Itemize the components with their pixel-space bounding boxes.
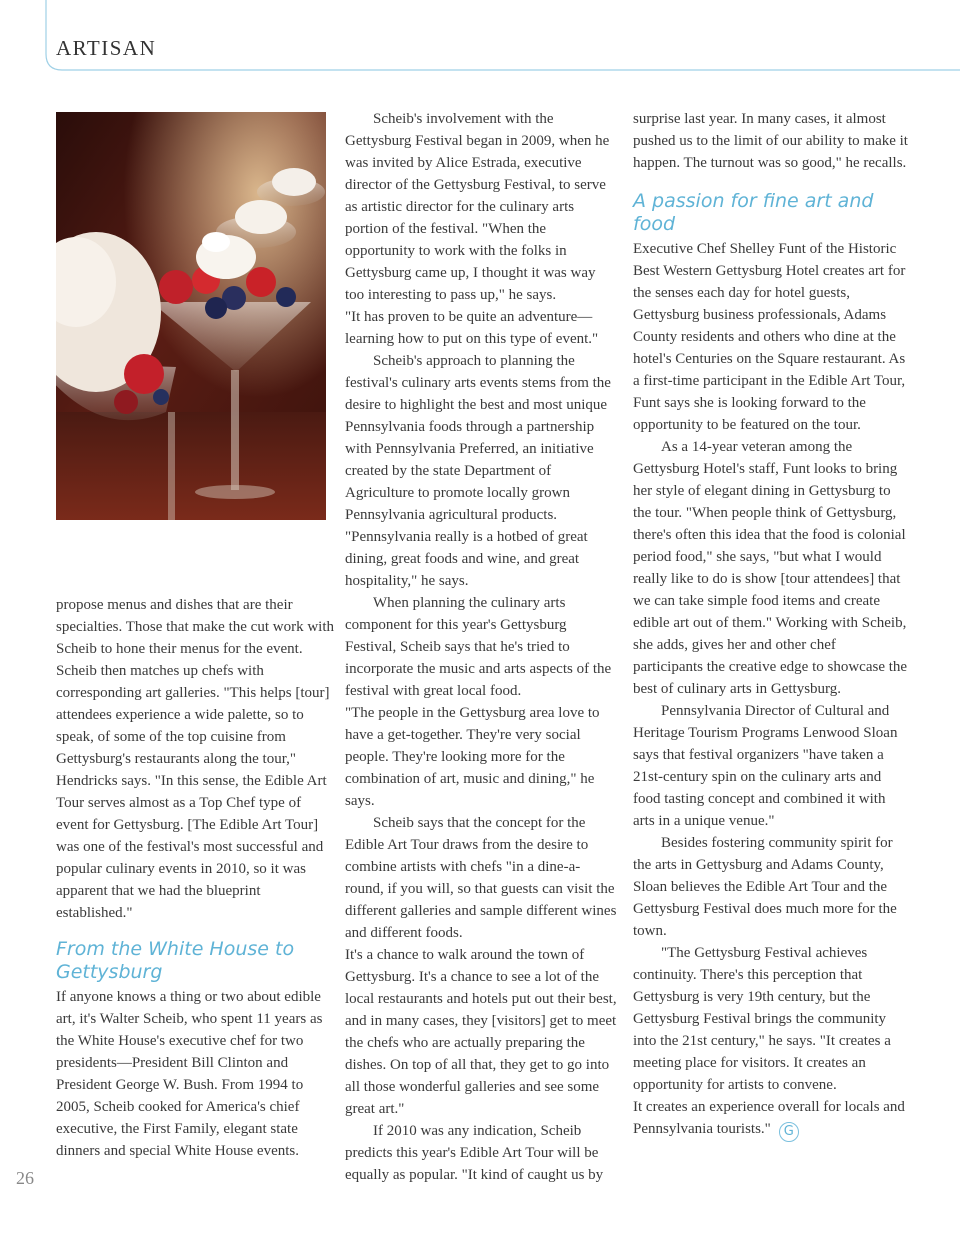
page-number: 26: [16, 1168, 34, 1188]
closing-text: It creates an experience overall for locals and Pennsylvania tourists.": [633, 1099, 905, 1137]
column-2: [345, 108, 617, 1186]
dessert-photo: [56, 112, 326, 520]
paragraph: "The people in the Gettysburg area love to have a get-together. They're very social people. They're looking more for the combination of art, music and dining," he says.: [345, 705, 600, 809]
section-label: ARTISAN: [56, 36, 157, 60]
paragraph: propose menus and dishes that are their specialties. Those that make the cut work with Scheib to hone their menus for the event. Scheib then matches up chefs with corresponding art galleries. "This helps [tour] attendees experience a wide palette, so to speak, of some of the top cuisine from Gettysburg's restaurants along the tour," Hendricks says. "In this sense, the Edible Art Tour serves almost as a Top Chef type of event for Gettysburg. [The Edible Art Tour] was one of the festival's most successful and popular culinary events in 2010, so it was apparent that we had the blueprint established.": [56, 597, 334, 921]
paragraph: If anyone knows a thing or two about edible art, it's Walter Scheib, who spent 11 years as the White House's executive chef for two presidents—President Bill Clinton and President George W. Bush. From 1994 to 2005, Scheib cooked for America's chief executive, the First Family, elegant state dinners and special White House events.: [56, 989, 323, 1159]
paragraph: Scheib says that the concept for the Edible Art Tour draws from the desire to combine artists with chefs "in a dine-a-round, if you will, so that guests can visit the different galleries and sample different wines and different foods.: [345, 815, 617, 941]
column-3: [633, 108, 908, 1142]
paragraph: [633, 1096, 908, 1142]
subhead: A passion for fine art and food: [633, 190, 874, 235]
column-1: [56, 594, 334, 1162]
paragraph: It's a chance to walk around the town of Gettysburg. It's a chance to see a lot of the local restaurants and hotels put out their best, and in many cases, they [visitors] get to meet the chefs who are actually preparing the dishes. On top of all that, they get to go into all those wonderful galleries and see some great art.": [345, 947, 617, 1117]
paragraph: "It has proven to be quite an adventure—learning how to put on this type of event.": [345, 309, 599, 347]
paragraph: Scheib's involvement with the Gettysburg Festival began in 2009, when he was invited by Alice Estrada, executive director of the Gettysburg Festival, to serve as artistic director for the culinary arts portion of the festival. "When the opportunity to work with the folks in Gettysburg came up, I thought it was way too interesting to pass up," he says.: [345, 111, 610, 303]
paragraph: As a 14-year veteran among the Gettysburg Hotel's staff, Funt looks to bring her style of elegant dining in Gettysburg to the tour. "When people think of Gettysburg, there's often this idea that the food is colonial period food," she says, "but what I would really like to do is show [tour attendees] that we can take simple food items and create edible art out of them." Working with Scheib, she adds, gives her and other chef participants the creative edge to showcase the best of culinary arts in Gettysburg.: [633, 439, 908, 697]
end-mark-icon: G: [779, 1122, 799, 1142]
paragraph: Executive Chef Shelley Funt of the Historic Best Western Gettysburg Hotel creates art for the senses each day for hotel guests, Gettysburg business professionals, Adams County residents and others who dine at the hotel's Centuries on the Square restaurant. As a first-time participant in the Edible Art Tour, Funt says she is looking forward to the opportunity to be featured on the tour.: [633, 241, 906, 433]
paragraph: When planning the culinary arts component for this year's Gettysburg Festival, Scheib says that he's tried to incorporate the music and arts aspects of the festival with great local food.: [345, 595, 612, 699]
paragraph: If 2010 was any indication, Scheib predicts this year's Edible Art Tour will be equally as popular. "It kind of caught us by: [345, 1123, 604, 1183]
paragraph: "The Gettysburg Festival achieves continuity. There's this perception that Gettysburg is very 19th century, but the Gettysburg Festival brings the community into the 21st century," he says. "It creates a meeting place for visitors. It creates an opportunity for artists to convene.: [633, 945, 891, 1093]
paragraph: Scheib's approach to planning the festival's culinary arts events stems from the desire to highlight the best and most unique Pennsylvania foods through a partnership with Pennsylvania Preferred, an initiative created by the state Department of Agriculture to promote locally grown Pennsylvania agricultural products. "Pennsylvania really is a hotbed of great dining, great foods and wine, and great hospitality," he says.: [345, 353, 611, 589]
paragraph: Pennsylvania Director of Cultural and Heritage Tourism Programs Lenwood Sloan says that festival organizers "have taken a 21st-century spin on the culinary arts and food tasting concept and combined it with arts in a unique venue.": [633, 703, 898, 829]
subhead: From the White House to Gettysburg: [56, 938, 295, 983]
paragraph: surprise last year. In many cases, it almost pushed us to the limit of our ability to make it happen. The turnout was so good," he recalls.: [633, 111, 908, 171]
paragraph: Besides fostering community spirit for the arts in Gettysburg and Adams County, Sloan believes the Edible Art Tour and the Gettysburg Festival does much more for the town.: [633, 835, 897, 939]
